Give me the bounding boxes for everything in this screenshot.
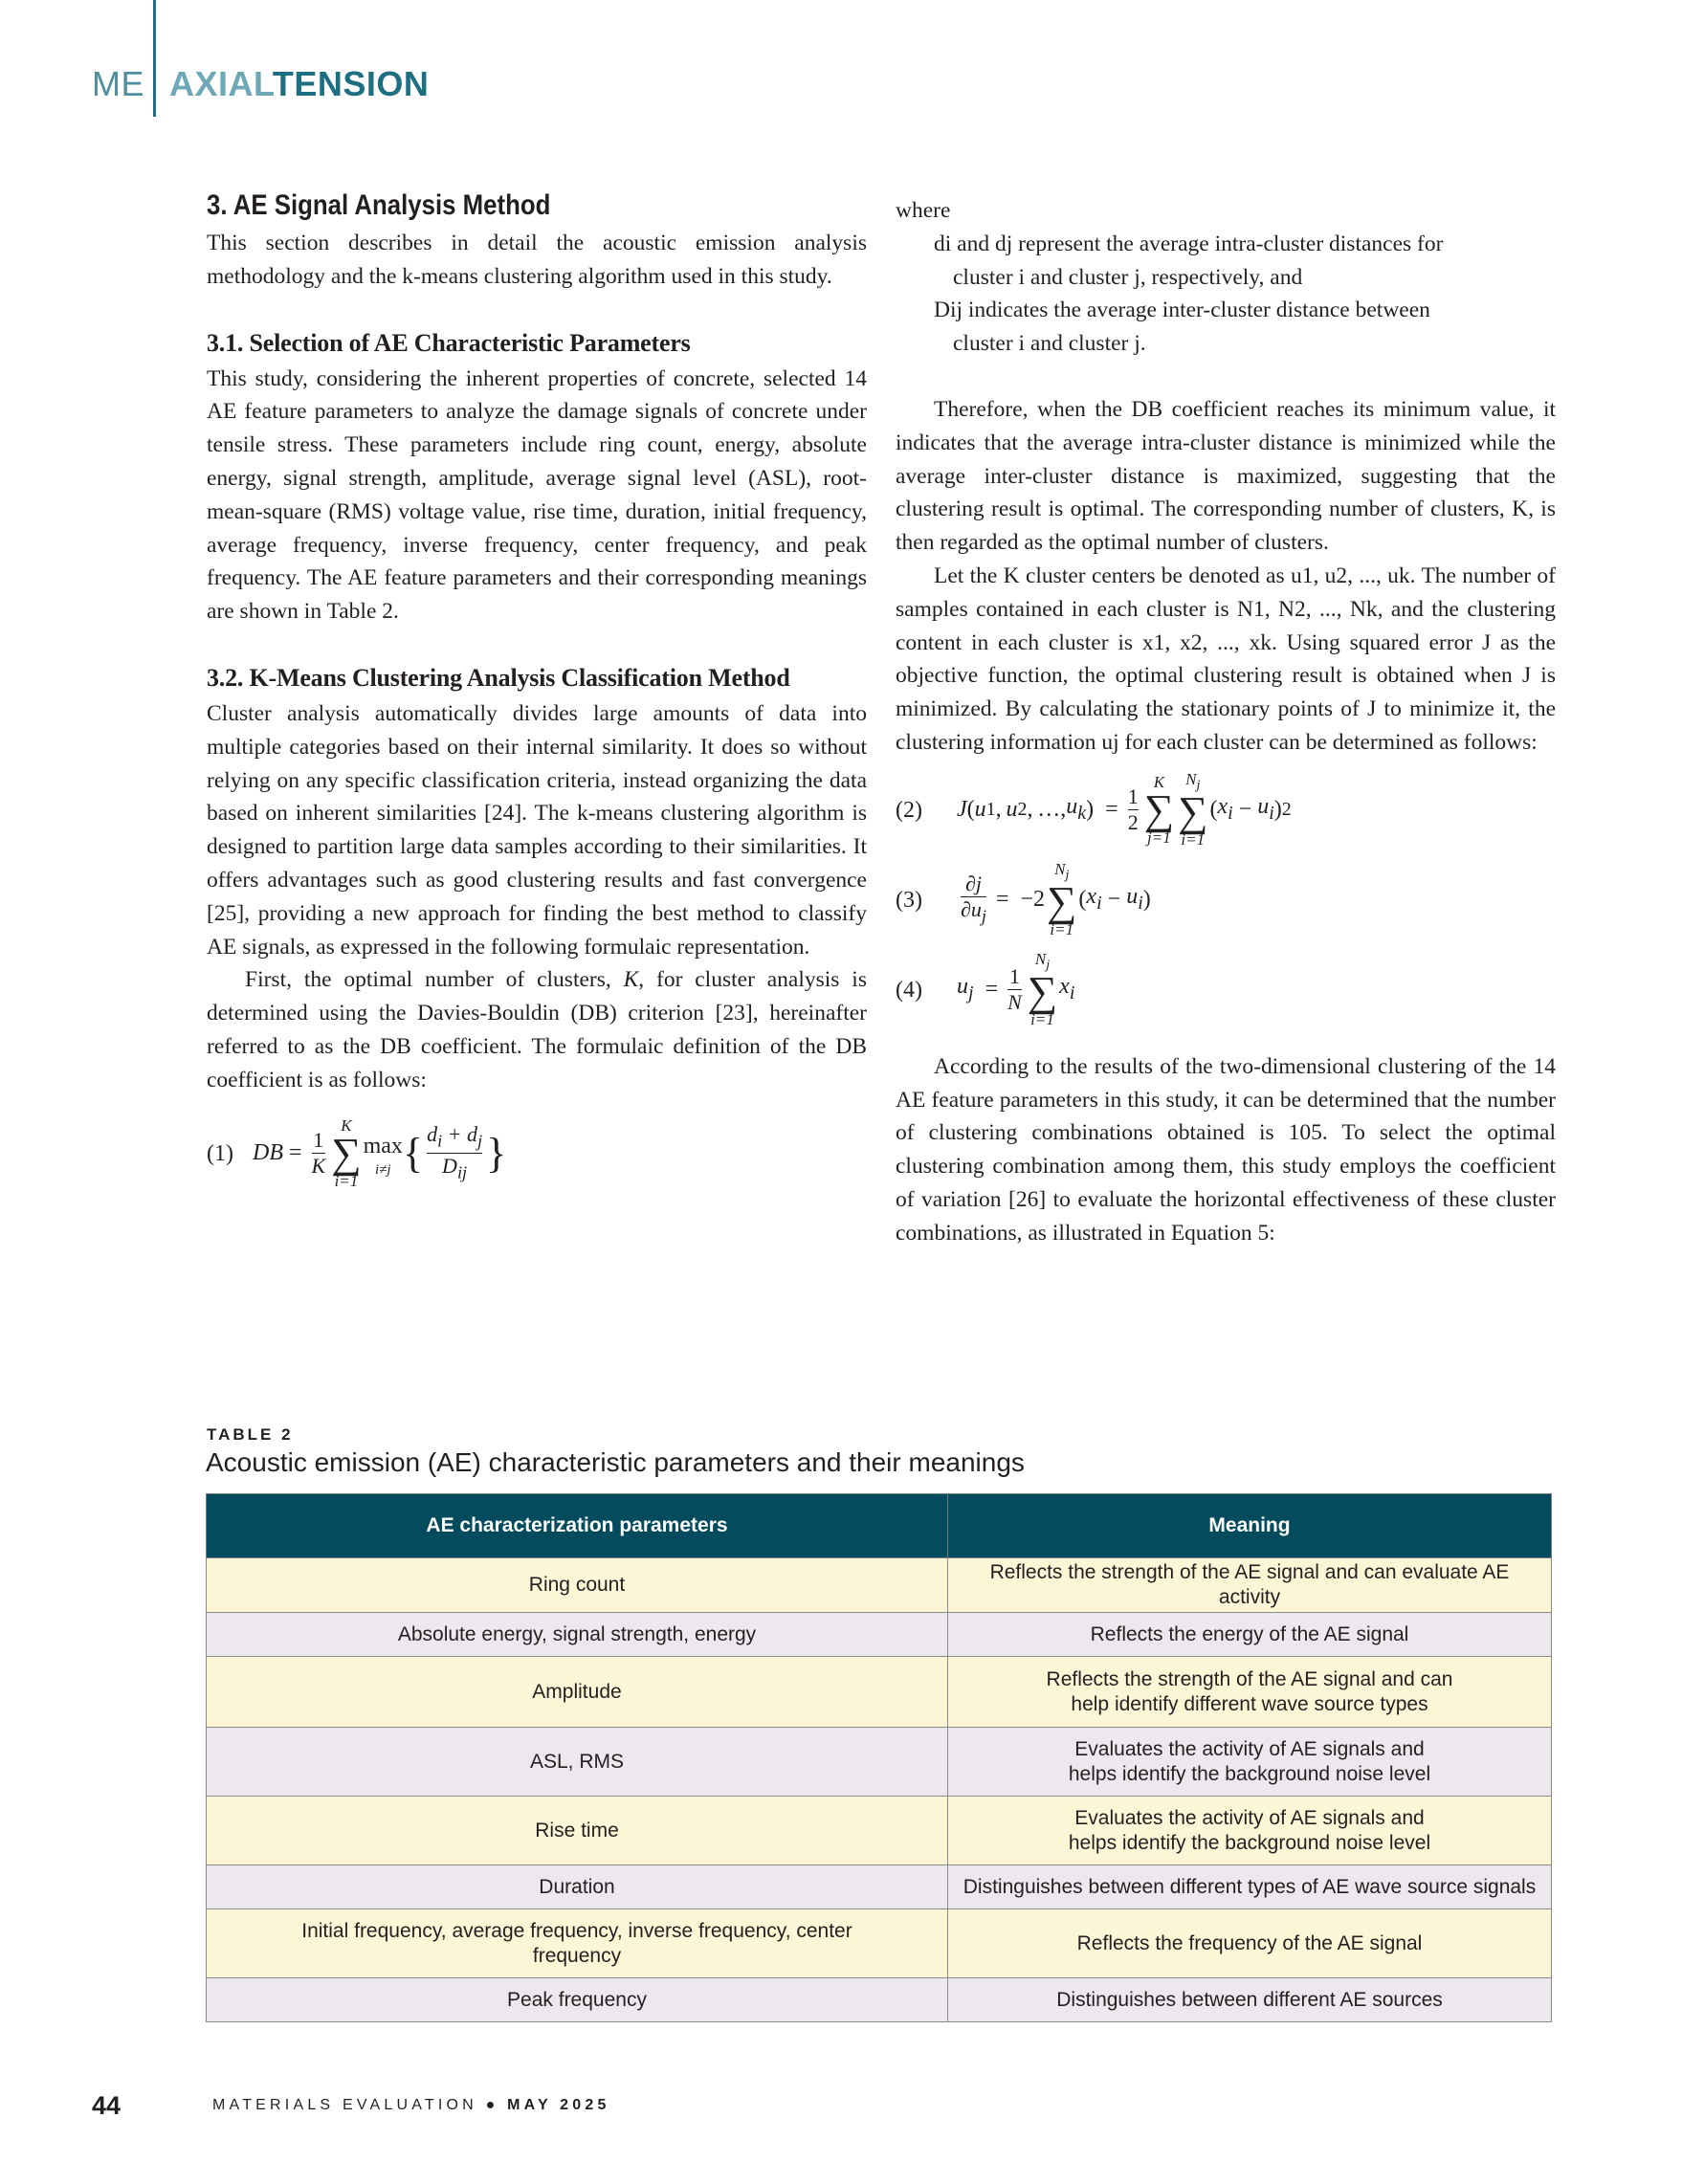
footer-bullet: ● xyxy=(485,2097,499,2113)
table-header-row xyxy=(207,1494,1552,1558)
section-3-2-paragraph-1: Cluster analysis automatically divides large amounts of data into multiple categories based on their internal similarity. It does so without relying on any specific classification criteria, instead organizing the data based on inherent similarities [24]. The k-means clustering algorithm is designed to partition large data samples according to their similarities. It offers advantages such as good clustering results and fast convergence [25], providing a new approach for finding the best method to classify AE signals, as expressed in the following formulaic representation. xyxy=(207,700,867,960)
table-cell-parameter: Absolute energy, signal strength, energy xyxy=(207,1613,948,1657)
table-cell-parameter: Duration xyxy=(207,1865,948,1909)
table-row xyxy=(207,1657,1552,1728)
table-header-meaning: Meaning xyxy=(948,1494,1552,1558)
journal-footer xyxy=(212,2097,610,2114)
table-cell-parameter: Peak frequency xyxy=(207,1978,948,2022)
equation-2-number: (2) xyxy=(896,797,922,823)
where-label: where xyxy=(896,198,951,223)
table-header-parameters: AE characterization parameters xyxy=(207,1494,948,1558)
table-cell-meaning: Evaluates the activity of AE signals and helps identify the background noise level xyxy=(948,1797,1552,1865)
table-row xyxy=(207,1613,1552,1657)
table-cell-parameter: Initial frequency, average frequency, inverse frequency, center frequency xyxy=(207,1909,948,1978)
table-cell-meaning: Reflects the strength of the AE signal and can evaluate AE activity xyxy=(948,1558,1552,1613)
table-row xyxy=(207,1797,1552,1865)
table-cell-parameter: Ring count xyxy=(207,1558,948,1613)
section-3-1-title: 3.1. Selection of AE Characteristic Parameters xyxy=(207,328,691,357)
left-column xyxy=(207,187,867,1197)
definition-d-cont: cluster i and cluster j, respectively, and xyxy=(953,264,1303,290)
table-cell-meaning: Evaluates the activity of AE signals and helps identify the background noise level xyxy=(948,1728,1552,1797)
table-cell-meaning: Reflects the energy of the AE signal xyxy=(948,1613,1552,1657)
definition-D-cont: cluster i and cluster j. xyxy=(953,331,1146,357)
equation-4 xyxy=(896,947,1556,1033)
page-number: 44 xyxy=(92,2091,122,2120)
table-label: TABLE 2 xyxy=(207,1425,294,1444)
table-row xyxy=(207,1558,1552,1613)
table-cell-parameter: Amplitude xyxy=(207,1657,948,1728)
header-topic-light: AXIAL xyxy=(169,64,273,103)
table-cell-meaning: Distinguishes between different types of AE wave source signals xyxy=(948,1865,1552,1909)
equation-3-body: $\frac{\partial j}{\partial u_j}$ = −2 $N_j$ ∑ i=1 ( $x_i$ − $u_i$ ) xyxy=(961,860,1151,939)
equation-3-number: (3) xyxy=(896,887,922,913)
table-cell-meaning: Distinguishes between different AE sources xyxy=(948,1978,1552,2022)
table-row xyxy=(207,1728,1552,1797)
section-3-intro: This section describes in detail the acoustic emission analysis methodology and the k-means clustering algorithm used in this study. xyxy=(207,231,867,289)
table-cell-meaning: Reflects the strength of the AE signal and can help identify different wave source types xyxy=(948,1657,1552,1728)
right-column xyxy=(896,194,1556,1250)
running-header xyxy=(92,64,430,103)
header-topic-bold: TENSION xyxy=(272,64,430,103)
variable-definitions xyxy=(896,228,1556,361)
equation-4-body: $u_j$ = $\frac{1}{N}$ $N_j$ ∑ i=1 $x_i$ xyxy=(957,950,1075,1029)
section-3-title: 3. AE Signal Analysis Method xyxy=(207,189,551,221)
right-paragraph-2: Let the K cluster centers be denoted as u1, u2, ..., uk. The number of samples contained in each cluster is N1, N2, ..., Nk, and the clustering content in each cluster is x1, x2, ..., xk. Using squared error J as the objective function, the optimal clustering result is obtained when J is minimized. By calculating the stationary points of J to minimize it, the clustering information uj for each cluster can be determined as follows: xyxy=(896,563,1556,755)
table-cell-parameter: Rise time xyxy=(207,1797,948,1865)
table-row xyxy=(207,1909,1552,1978)
table-title: Acoustic emission (AE) characteristic parameters and their meanings xyxy=(206,1447,1025,1477)
right-paragraph-1: Therefore, when the DB coefficient reaches its minimum value, it indicates that the average intra-cluster distance is minimized while the average inter-cluster distance is maximized, suggesting that the clustering result is optimal. The corresponding number of clusters, K, is then regarded as the optimal number of clusters. xyxy=(896,396,1556,556)
parameters-table xyxy=(206,1493,1552,2022)
equation-1-body: DB = $\frac{1}{K}$ K ∑ i=1 max i≠j { $\frac{d_i + d_j}{D_{ij}}$ } xyxy=(253,1115,507,1190)
definition-D: Dij indicates the average inter-cluster distance between xyxy=(934,298,1430,323)
section-3-2-title: 3.2. K-Means Clustering Analysis Classification Method xyxy=(207,663,790,692)
equation-2 xyxy=(896,767,1556,853)
equation-1-number: (1) xyxy=(207,1140,233,1166)
table-row xyxy=(207,1865,1552,1909)
journal-name: MATERIALS EVALUATION xyxy=(212,2097,477,2113)
section-3-2-paragraph-2: First, the optimal number of clusters, K, for cluster analysis is determined using the Davies-Bouldin (DB) criterion [23], hereinafter referred to as the DB coefficient. The formulaic definition of the DB coefficient is as follows: xyxy=(207,967,867,1092)
equation-3 xyxy=(896,857,1556,943)
journal-issue: MAY 2025 xyxy=(507,2097,610,2113)
section-3-1-text: This study, considering the inherent properties of concrete, selected 14 AE feature parameters to analyze the damage signals of concrete under tensile stress. These parameters include ring count, energy, absolute energy, signal strength, amplitude, average signal level (ASL), root-mean-square (RMS) voltage value, rise time, duration, initial frequency, average frequency, inverse frequency, center frequency, and peak frequency. The AE feature parameters and their corresponding meanings are shown in Table 2. xyxy=(207,365,867,625)
header-section: ME xyxy=(92,64,144,103)
equation-4-number: (4) xyxy=(896,977,922,1003)
table-cell-parameter: ASL, RMS xyxy=(207,1728,948,1797)
right-paragraph-3: According to the results of the two-dimensional clustering of the 14 AE feature parameters in this study, it can be determined that the number of clustering combinations obtained is 105. To select the optimal clustering combination among them, this study employs the coefficient of variation [26] to evaluate the horizontal effectiveness of these cluster combinations, as illustrated in Equation 5: xyxy=(896,1053,1556,1246)
table-cell-meaning: Reflects the frequency of the AE signal xyxy=(948,1909,1552,1978)
table-row xyxy=(207,1978,1552,2022)
definition-d: di and dj represent the average intra-cluster distances for xyxy=(934,231,1444,256)
equation-1 xyxy=(207,1111,867,1197)
equation-2-body: J ( u 1 , u 2 , …, $u_k$ ) = $\frac{1}{2}$ K ∑ j=1 $N_j$ ∑ i=1 ( $x_i$ − $u_i$ ) 2 xyxy=(957,770,1292,849)
